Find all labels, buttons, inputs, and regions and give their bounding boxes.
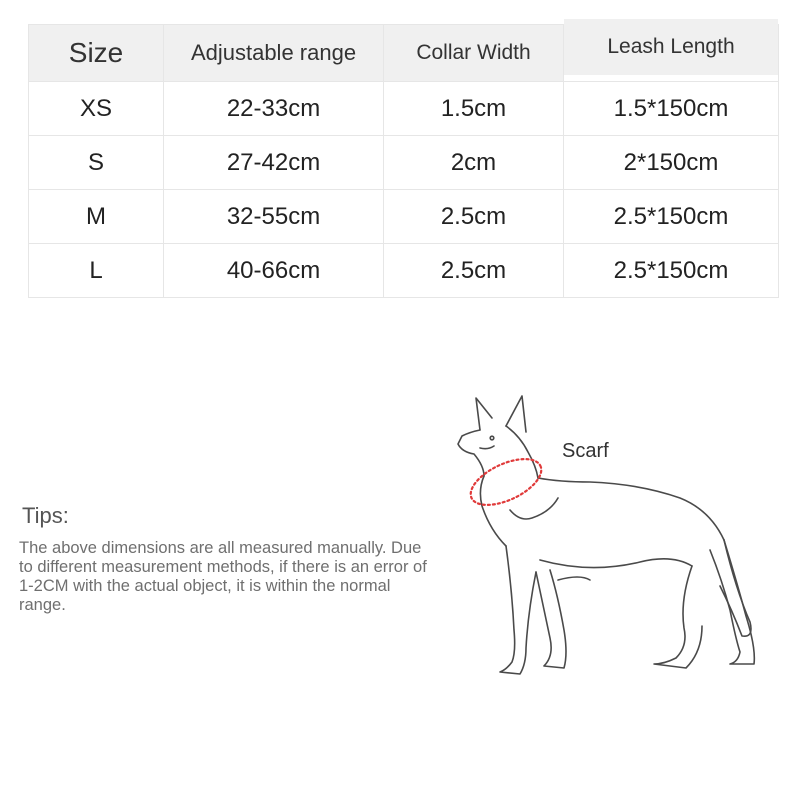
- table-row: [29, 136, 779, 190]
- tips-body: The above dimensions are all measured manually. Due to different measurement methods, if there is an error of 1-2CM with the actual object, it is within the normal range.: [19, 539, 427, 614]
- cell-leash: 2.5*150cm: [564, 190, 779, 244]
- cell-leash: 2*150cm: [564, 136, 779, 190]
- cell-size: L: [29, 244, 164, 298]
- dog-outline-illustration: [440, 390, 760, 690]
- header-adjustable-range: Adjustable range: [164, 25, 384, 82]
- header-collar-width: Collar Width: [384, 25, 564, 82]
- table-header-row: [29, 25, 779, 82]
- table-row: [29, 82, 779, 136]
- cell-leash: 2.5*150cm: [564, 244, 779, 298]
- header-leash-length: Leash Length: [564, 19, 779, 76]
- cell-leash: 1.5*150cm: [564, 82, 779, 136]
- cell-collar: 1.5cm: [384, 82, 564, 136]
- cell-collar: 2.5cm: [384, 244, 564, 298]
- cell-range: 22-33cm: [164, 82, 384, 136]
- table-row: [29, 190, 779, 244]
- cell-size: XS: [29, 82, 164, 136]
- size-chart-table: [28, 24, 779, 298]
- tips-title: Tips:: [22, 503, 69, 528]
- cell-range: 40-66cm: [164, 244, 384, 298]
- cell-collar: 2.5cm: [384, 190, 564, 244]
- header-size: Size: [29, 25, 164, 82]
- cell-size: M: [29, 190, 164, 244]
- cell-size: S: [29, 136, 164, 190]
- table-row: [29, 244, 779, 298]
- cell-range: 27-42cm: [164, 136, 384, 190]
- cell-range: 32-55cm: [164, 190, 384, 244]
- cell-collar: 2cm: [384, 136, 564, 190]
- scarf-label: Scarf: [562, 440, 609, 462]
